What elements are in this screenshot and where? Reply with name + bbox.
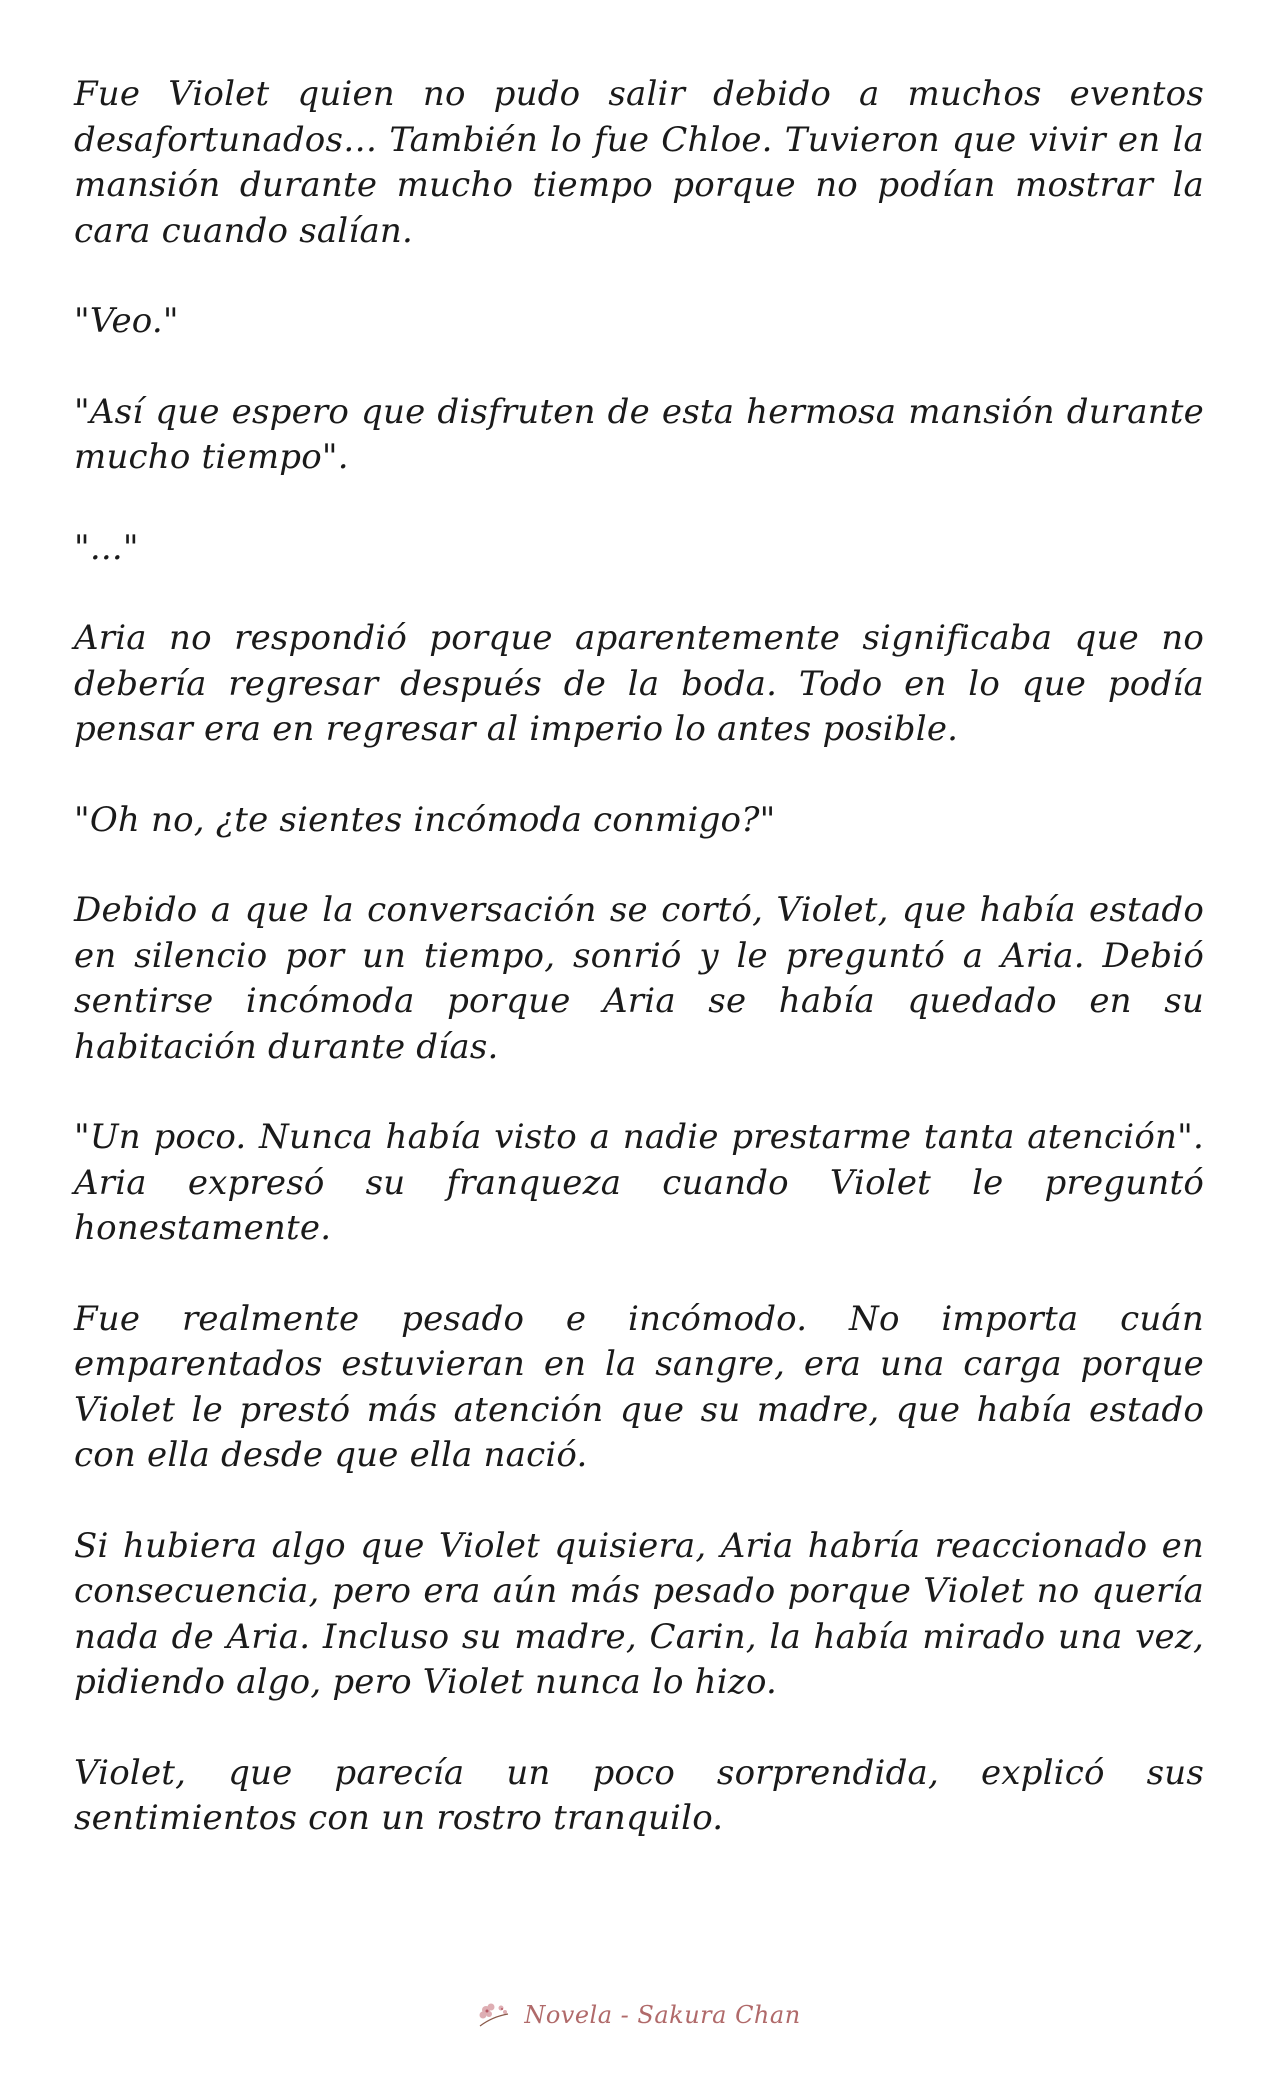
sakura-flower-icon <box>474 1998 514 2032</box>
paragraph: "Oh no, ¿te sientes incómoda conmigo?" <box>74 799 776 840</box>
paragraph: Debido a que la conversación se cortó, Violet, que había estado en silencio por un tiempo, sonrió y le preguntó a Aria. Debió sentirse incómoda porque Aria se había quedado en su habitación durante días. <box>74 890 1204 1067</box>
paragraph: "..." <box>74 527 139 568</box>
paragraph: Fue realmente pesado e incómodo. No importa cuán emparentados estuvieran en la sangre, era una carga porque Violet le prestó más atención que su madre, que había estado con ella desde que ella nació. <box>74 1298 1204 1475</box>
paragraph: "Un poco. Nunca había visto a nadie prestarme tanta atención". Aria expresó su franqueza cuando Violet le preguntó honestamente. <box>74 1117 1204 1248</box>
paragraph: Fue Violet quien no pudo salir debido a muchos eventos desafortunados… También lo fue Chloe. Tuvieron que vivir en la mansión durante mucho tiempo porque no podían mostrar la cara cuando salían. <box>74 74 1204 251</box>
paragraph: Aria no respondió porque aparentemente significaba que no debería regresar después de la boda. Todo en lo que podía pensar era en regresar al imperio lo antes posible. <box>74 618 1204 749</box>
document-body <box>74 72 1204 1887</box>
paragraph: Si hubiera algo que Violet quisiera, Aria habría reaccionado en consecuencia, pero era aún más pesado porque Violet no quería nada de Aria. Incluso su madre, Carin, la había mirado una vez, pidiendo algo, pero Violet nunca lo hizo. <box>74 1525 1204 1702</box>
paragraph: "Veo." <box>74 301 179 341</box>
paragraph: Violet, que parecía un poco sorprendida, explicó sus sentimientos con un rostro tranquilo. <box>74 1752 1204 1838</box>
footer-watermark <box>0 1990 1275 2040</box>
paragraph: "Así que espero que disfruten de esta hermosa mansión durante mucho tiempo". <box>74 391 1204 477</box>
footer-text: Novela - Sakura Chan <box>524 2001 801 2029</box>
